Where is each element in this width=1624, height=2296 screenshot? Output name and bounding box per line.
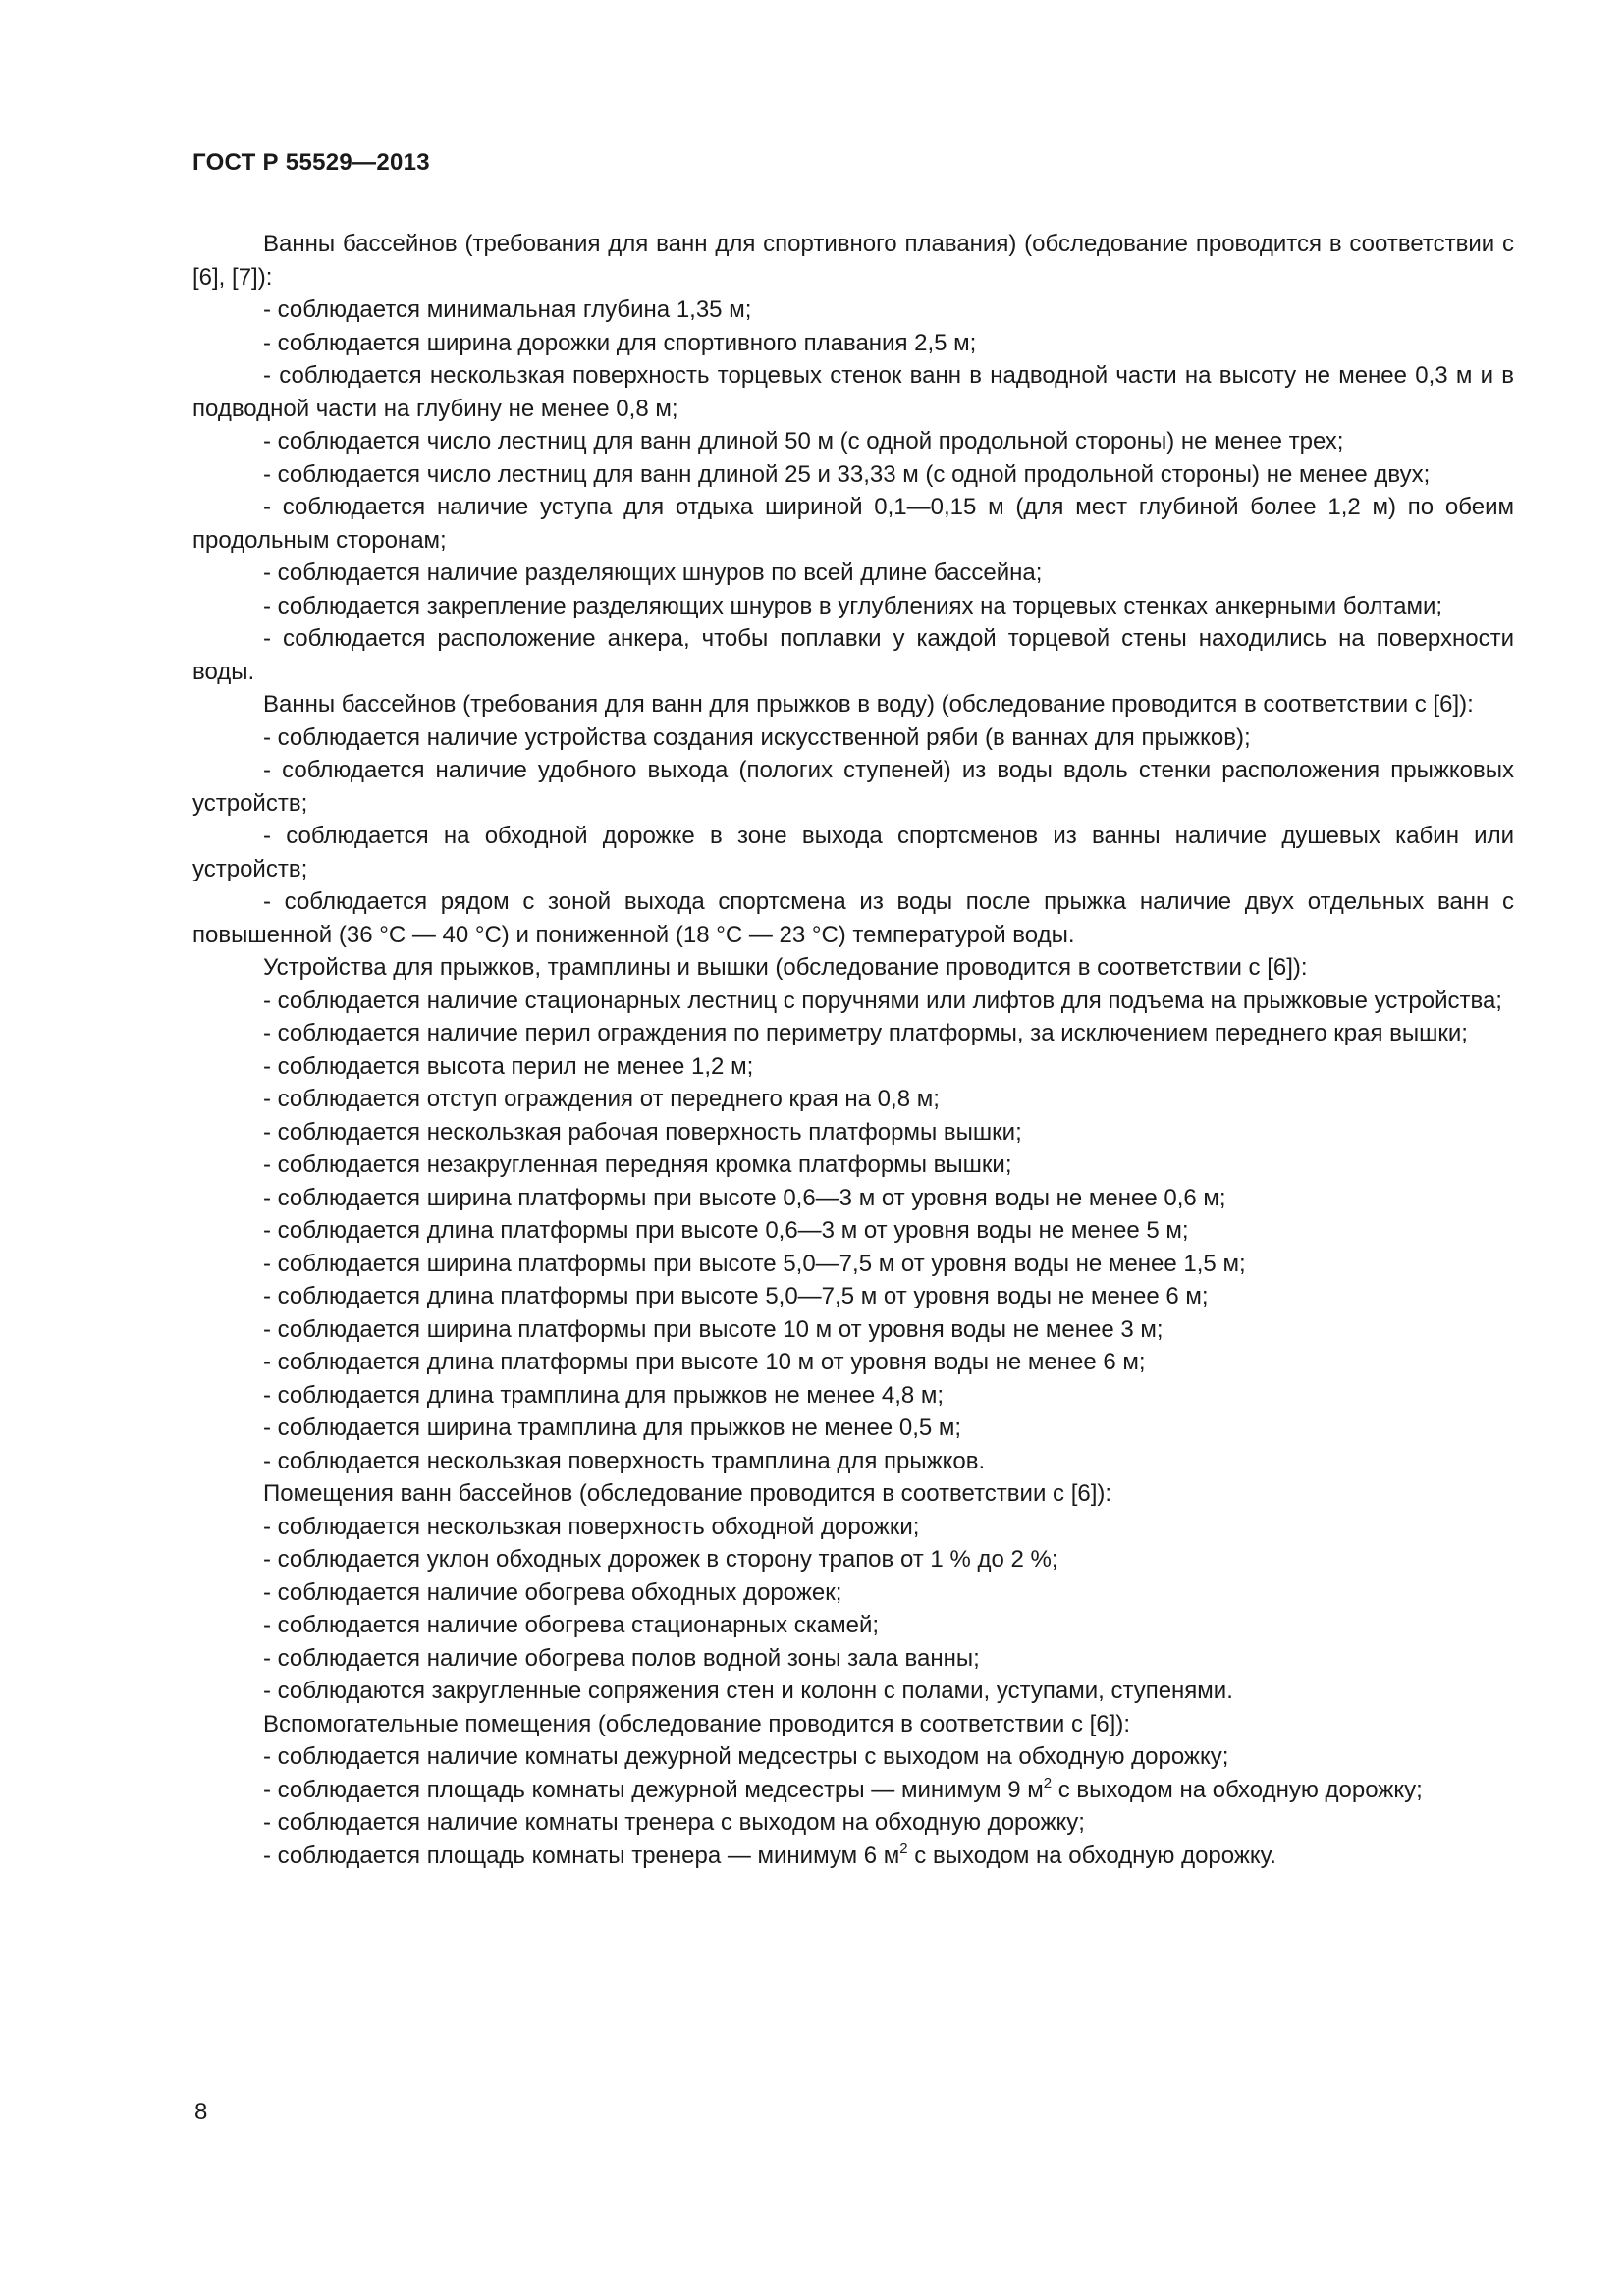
list-item: - соблюдается число лестниц для ванн длиной 50 м (с одной продольной стороны) не менее трех; [263,428,1344,454]
page-number: 8 [194,2099,208,2125]
list-item: - соблюдается на обходной дорожке в зоне выхода спортсменов из ванны наличие душевых кабин или устройств; [192,823,1514,882]
section-heading-paragraph: Ванны бассейнов (требования для ванн для спортивного плавания) (обследование проводится в соответствии с [6], [7]): [192,231,1514,291]
list-item-text-tail: с выходом на обходную дорожку; [1052,1776,1423,1803]
list-item: - соблюдается наличие обогрева стационарных скамей; [263,1612,880,1638]
section-heading-paragraph: Вспомогательные помещения (обследование проводится в соответствии с [6]): [263,1710,1131,1737]
list-item: - соблюдаются закругленные сопряжения стен и колонн с полами, уступами, ступенями. [263,1678,1233,1704]
section-heading-paragraph: Помещения ванн бассейнов (обследование проводится в соответствии с [6]): [263,1480,1112,1507]
superscript: 2 [1043,1774,1053,1791]
superscript: 2 [899,1840,908,1857]
list-item: - соблюдается длина платформы при высоте 10 м от уровня воды не менее 6 м; [263,1349,1146,1375]
list-item: - соблюдается расположение анкера, чтобы поплавки у каждой торцевой стены находились на поверхности воды. [192,625,1514,685]
list-item: - соблюдается высота перил не менее 1,2 м; [263,1052,754,1080]
list-item: - соблюдается ширина дорожки для спортивного плавания 2,5 м; [263,329,977,356]
document-header: ГОСТ Р 55529—2013 [192,149,430,176]
list-item: - соблюдается рядом с зоной выхода спортсмена из воды после прыжка наличие двух отдельных ванн с повышенной (36 °С — 40 °С) и пониженной (18 °С — 23 °С) температурой воды. [192,888,1514,948]
list-item: - соблюдается наличие устройства создания искусственной ряби (в ваннах для прыжков); [263,723,1251,751]
list-item: - соблюдается нескользкая поверхность торцевых стенок ванн в надводной части на высоту не менее 0,3 м и в подводной части на глубину не менее 0,8 м; [192,362,1514,422]
list-item [192,1840,1514,1873]
list-item: - соблюдается отступ ограждения от переднего края на 0,8 м; [263,1086,940,1112]
list-item: - соблюдается ширина трамплина для прыжков не менее 0,5 м; [263,1415,962,1441]
list-item: - соблюдается ширина платформы при высоте 5,0—7,5 м от уровня воды не менее 1,5 м; [263,1250,1246,1277]
list-item: - соблюдается нескользкая рабочая поверхность платформы вышки; [263,1118,1022,1146]
list-item [192,1774,1514,1807]
list-item: - соблюдается незакругленная передняя кромка платформы вышки; [263,1151,1012,1178]
list-item: - соблюдается длина трамплина для прыжков не менее 4,8 м; [263,1381,945,1409]
list-item: - соблюдается уклон обходных дорожек в сторону трапов от 1 % до 2 %; [263,1546,1058,1573]
list-item: - соблюдается наличие комнаты тренера с выходом на обходную дорожку; [263,1809,1085,1836]
list-item: - соблюдается наличие перил ограждения по периметру платформы, за исключением переднего края вышки; [263,1020,1468,1046]
list-item: - соблюдается наличие обогрева полов водной зоны зала ванны; [263,1644,980,1672]
list-item: - соблюдается минимальная глубина 1,35 м; [263,296,752,323]
list-item: - соблюдается длина платформы при высоте 5,0—7,5 м от уровня воды не менее 6 м; [263,1283,1209,1309]
list-item: - соблюдается ширина платформы при высоте 0,6—3 м от уровня воды не менее 0,6 м; [263,1184,1226,1211]
list-item: - соблюдается наличие обогрева обходных дорожек; [263,1578,842,1606]
list-item: - соблюдается длина платформы при высоте 0,6—3 м от уровня воды не менее 5 м; [263,1217,1189,1244]
list-item: - соблюдается наличие уступа для отдыха шириной 0,1—0,15 м (для мест глубиной более 1,2 м) по обеим продольным сторонам; [192,494,1514,554]
list-item: - соблюдается закрепление разделяющих шнуров в углублениях на торцевых стенках анкерными болтами; [263,592,1443,619]
list-item: - соблюдается наличие комнаты дежурной медсестры с выходом на обходную дорожку; [263,1743,1229,1770]
section-heading-paragraph: Устройства для прыжков, трамплины и вышки (обследование проводится в соответствии с [6]): [263,954,1308,981]
list-item-text: - соблюдается площадь комнаты дежурной медсестры — минимум 9 м [263,1776,1044,1803]
list-item: - соблюдается наличие удобного выхода (пологих ступеней) из воды вдоль стенки расположения прыжковых устройств; [192,757,1514,817]
list-item: - соблюдается нескользкая поверхность трамплина для прыжков. [263,1447,986,1474]
list-item: - соблюдается наличие стационарных лестниц с поручнями или лифтов для подъема на прыжковые устройства; [263,987,1502,1014]
document-body [192,228,1514,1872]
list-item-text-tail: с выходом на обходную дорожку. [907,1842,1276,1869]
list-item: - соблюдается число лестниц для ванн длиной 25 и 33,33 м (с одной продольной стороны) не менее двух; [263,460,1431,488]
list-item: - соблюдается нескользкая поверхность обходной дорожки; [263,1513,920,1540]
section-heading-paragraph: Ванны бассейнов (требования для ванн для прыжков в воду) (обследование проводится в соответствии с [6]): [263,691,1474,718]
list-item-text: - соблюдается площадь комнаты тренера — минимум 6 м [263,1842,900,1869]
list-item: - соблюдается наличие разделяющих шнуров по всей длине бассейна; [263,560,1043,586]
list-item: - соблюдается ширина платформы при высоте 10 м от уровня воды не менее 3 м; [263,1315,1164,1343]
